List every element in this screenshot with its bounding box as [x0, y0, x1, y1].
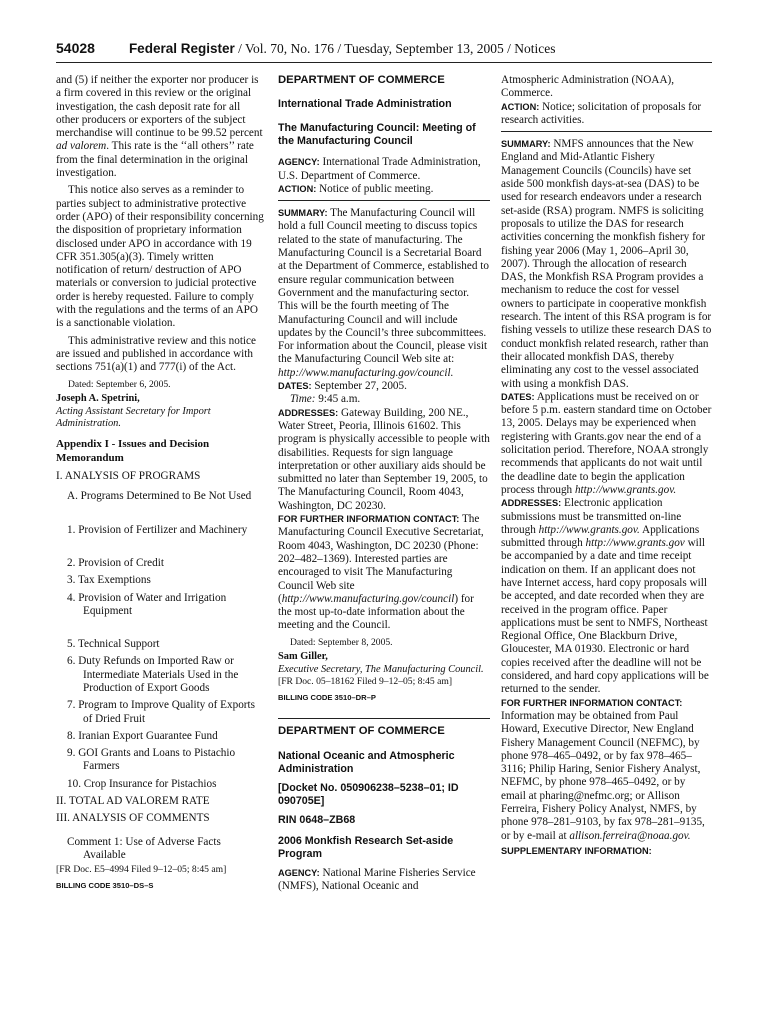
fr-doc-line: [FR Doc. 05–18162 Filed 9–12–05; 8:45 am]: [278, 676, 453, 688]
column-right: [501, 74, 712, 858]
heading-analysis-programs: I. ANALYSIS OF PROGRAMS: [56, 470, 201, 483]
notice-title: 2006 Monkfish Research Set-aside Program: [278, 834, 454, 860]
signer-name: Sam Giller,: [278, 651, 328, 663]
program-item: 7. Program to Improve Quality of Exports of Dried Fruit: [67, 699, 255, 725]
section-not-used: A. Programs Determined to Be Not Used: [67, 490, 252, 503]
program-item: 9. GOI Grants and Loans to Pistachio Farmers: [67, 747, 236, 773]
action-line: ACTION: Notice of public meeting.: [278, 182, 434, 195]
signer-title: Executive Secretary, The Manufacturing Council.: [278, 663, 484, 675]
program-item: 1. Provision of Fertilizer and Machinery: [67, 523, 248, 536]
department-heading: DEPARTMENT OF COMMERCE: [278, 725, 445, 738]
appendix-title: Appendix I - Issues and Decision Memorandum: [56, 438, 210, 464]
page-header: [56, 40, 712, 57]
agency-heading: National Oceanic and Atmospheric Administration: [278, 749, 455, 775]
page-number: 54028: [56, 40, 95, 56]
section-divider: [278, 200, 490, 201]
agency-line: AGENCY: International Trade Administration, U.S. Department of Commerce.: [278, 156, 481, 182]
program-item: 2. Provision of Credit: [67, 556, 164, 569]
heading-total-rate: II. TOTAL AD VALOREM RATE: [56, 795, 210, 808]
signer-title: Acting Assistant Secretary for Import Administration.: [56, 405, 211, 430]
dated-line: Dated: September 6, 2005.: [68, 378, 171, 390]
program-item: 6. Duty Refunds on Imported Raw or Intermediate Materials Used in the Production of Export Goods: [67, 655, 239, 694]
notice-title: The Manufacturing Council: Meeting of the Manufacturing Council: [278, 122, 476, 148]
publication-name: Federal Register: [128, 41, 235, 56]
section-divider: [501, 131, 712, 132]
supplementary-heading: SUPPLEMENTARY INFORMATION:: [501, 845, 652, 856]
signer-name: Joseph A. Spetrini,: [56, 393, 140, 405]
program-item: 4. Provision of Water and Irrigation Equipment: [67, 591, 227, 617]
paragraph-apo-reminder: This notice also serves as a reminder to parties subject to administrative protective order (APO) of their responsibility concerning the disposition of proprietary information disclosed under APO in accordance with 19 CFR 351.305(a)(3). Timely written notification of return/ destruction of APO materials or conversion to judicial protective order is hereby requested. Failure to comply with the regulations and the terms of an APO is a sanctionable violation.: [56, 184, 264, 330]
dated-line: Dated: September 8, 2005.: [290, 636, 393, 648]
header-rule: [56, 62, 712, 63]
issue-info: / Vol. 70, No. 176 / Tuesday, September 13, 2005 / Notices: [234, 41, 556, 56]
program-item: 5. Technical Support: [67, 638, 160, 651]
dates-line: DATES: September 27, 2005.: [278, 380, 407, 393]
program-item: 8. Iranian Export Guarantee Fund: [67, 729, 218, 742]
time-line: Time: 9:45 a.m.: [290, 393, 361, 406]
docket-number: [Docket No. 050906238–5238–01; ID 090705E]: [278, 781, 459, 807]
rin-number: RIN 0648–ZB68: [278, 813, 356, 826]
addresses-paragraph: ADDRESSES: Gateway Building, 200 NE., Water Street, Peoria, Illinois 61602. This program is physically accessible to people with disabilities. Requests for sign language interpretation or other auxiliary aids should be submitted no later than September 19, 2005, to The Manufacturing Council, Room 4043, Washington, DC 20230.: [278, 406, 490, 512]
action-line: ACTION: Notice; solicitation of proposals for research activities.: [501, 100, 702, 126]
fr-doc-line: [FR Doc. E5–4994 Filed 9–12–05; 8:45 am]: [56, 864, 227, 876]
paragraph-cash-deposit: and (5) if neither the exporter nor producer is a firm covered in this review or the original investigation, the cash deposit rate for all other producers or exporters of the subject merchandise will continue to be 99.52 percent ad valorem. This rate is the ‘‘all others’’ rate from the final determination in the original investigation.: [56, 74, 263, 180]
heading-analysis-comments: III. ANALYSIS OF COMMENTS: [56, 812, 210, 825]
dates-paragraph: DATES: Applications must be received on or before 5 p.m. eastern standard time on October 13, 2005. Delays may be experienced when registering with Grants.gov near the end of a solicitation period. Therefore, NOAA strongly recommends that applicants do not wait until the deadline date to begin the application process through http://www.grants.gov.: [501, 390, 712, 496]
agency-line: AGENCY: National Marine Fisheries Service (NMFS), National Oceanic and: [278, 866, 476, 892]
contact-paragraph: FOR FURTHER INFORMATION CONTACT: Information may be obtained from Paul Howard, Executive Director, New England Fishery Management Council (NEFMC), by phone 978–465–0492, or by fax 978–465–3116; Philip Haring, Senior Fishery Analyst, NEFMC, by phone 978–465–0492, or by email at pharing@nefmc.org; or Allison Ferreira, Fishery Policy Analyst, NMFS, by phone 978–281–9103, by fax 978–281–9135, or by e-mail at allison.ferreira@noaa.gov.: [501, 697, 705, 842]
department-heading: DEPARTMENT OF COMMERCE: [278, 74, 445, 86]
billing-code: BILLING CODE 3510–DS–S: [56, 881, 154, 891]
agency-continuation: Atmospheric Administration (NOAA), Commerce.: [501, 74, 675, 100]
comment-item: Comment 1: Use of Adverse Facts Available: [67, 835, 221, 861]
agency-heading: International Trade Administration: [278, 98, 452, 111]
program-item: 3. Tax Exemptions: [67, 574, 151, 587]
contact-paragraph: FOR FURTHER INFORMATION CONTACT: The Manufacturing Council Executive Secretariat, Room 4043, Washington, DC 20230 (Phone: 202–482–1369). Interested parties are encouraged to visit The Manufacturing Council Web site (http://www.manufacturing.gov/council) for the most up-to-date information about the meeting and the Council.: [278, 513, 484, 632]
section-divider: [278, 718, 490, 719]
billing-code: BILLING CODE 3510–DR–P: [278, 692, 376, 702]
addresses-paragraph: ADDRESSES: Electronic application submissions must be transmitted on-line through http://www.grants.gov. Applications submitted through http://www.grants.gov will be accompanied by a date and time receipt indication on them. If an applicant does not have Internet access, hard copy proposals will be accepted, and date recorded when they are received in the program office. Paper applications must be sent to NMFS, Northeast Regional Office, One Blackburn Drive, Gloucester, MA 01930. Electronic or hard copies received after the deadline will not be considered, and hard copy applications will be returned to the sender.: [501, 497, 709, 696]
summary-paragraph: SUMMARY: NMFS announces that the New England and Mid-Atlantic Fishery Management Councils (Councils) have set aside 500 monkfish days-at-sea (DAS) to be used for research endeavors under a research set-aside (RSA) program. NMFS is soliciting proposals to utilize the DAS for research activities concerning the monkfish fishery for fishing year 2006 (May 1, 2006–April 30, 2007). Through the allocation of research DAS, the Monkfish RSA Program provides a mechanism to reduce the cost for vessel owners to participate in cooperative monkfish research. The intent of this RSA program is for fishing vessels to utilize these research DAS to conduct monkfish related research, rather than their allocated monkfish DAS, thereby eliminating any cost to the vessel associated with using a monkfish DAS.: [501, 138, 712, 390]
program-item: 10. Crop Insurance for Pistachios: [67, 777, 217, 790]
column-middle: [278, 74, 490, 893]
summary-paragraph: SUMMARY: The Manufacturing Council will hold a full Council meeting to discuss topics related to the state of manufacturing. The Manufacturing Council is a Secretarial Board at the Department of Commerce, established to ensure regular communication between Government and the manufacturing sector. This will be the fourth meeting of The Manufacturing Council and will include updates by the Council’s three subcommittees. For information about the Council, please visit the Manufacturing Council Web site at: http://www.manufacturing.gov/council.: [278, 207, 489, 379]
paragraph-issuance: This administrative review and this notice are issued and published in accordance with sections 751(a)(1) and 777(i) of the Act.: [56, 334, 256, 374]
column-left: [56, 74, 264, 892]
